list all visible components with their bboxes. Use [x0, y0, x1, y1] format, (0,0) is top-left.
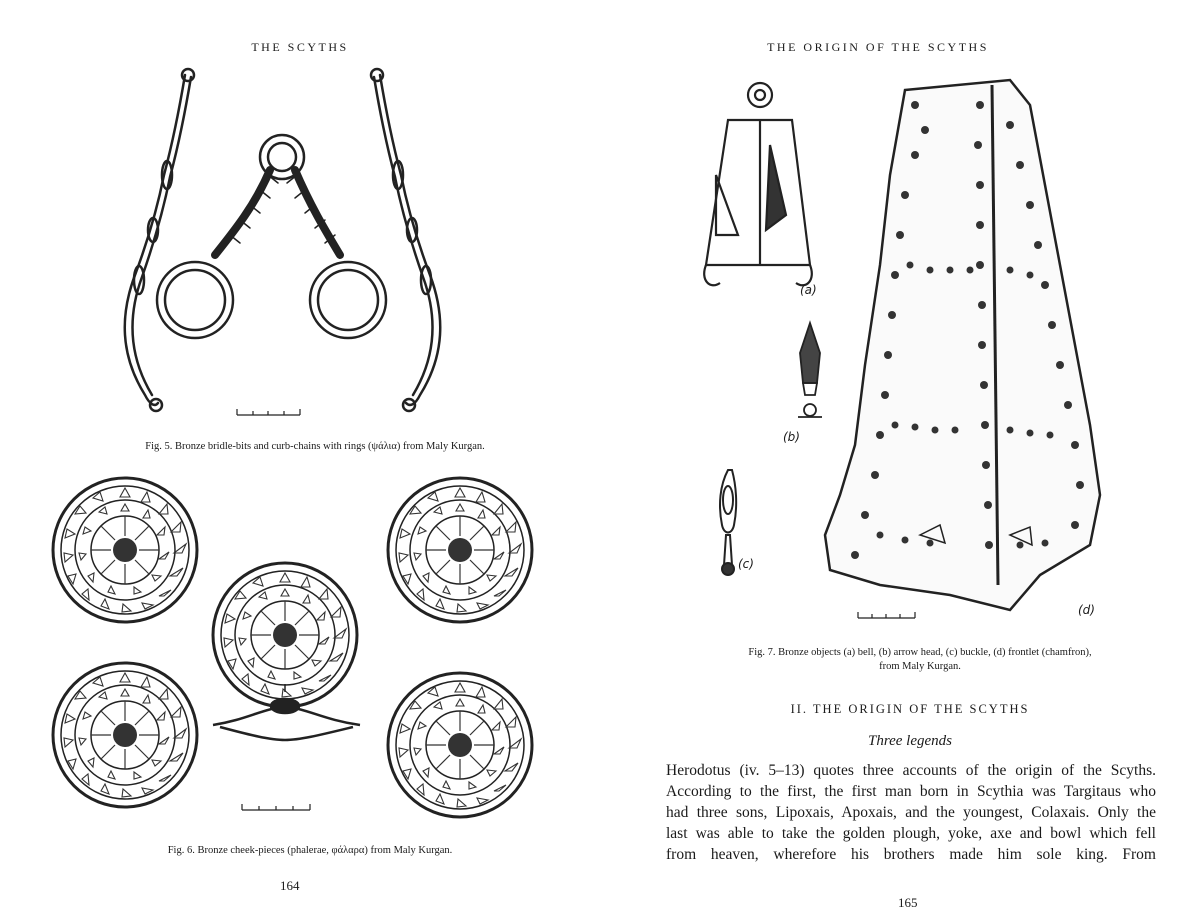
fig6-illustration — [45, 470, 565, 840]
body-line: from heaven, wherefore his brothers made him sole king. From — [666, 846, 1156, 863]
buckle-c — [720, 470, 736, 575]
fig7-label-c: (c) — [738, 557, 754, 571]
body-line: had three sons, Lipoxais, Apoxais, and the youngest, Colaxais. Only the — [666, 804, 1156, 821]
phalera-top-left — [53, 478, 197, 622]
fig7-illustration — [680, 65, 1180, 625]
right-ring — [310, 262, 386, 338]
subheading: Three legends — [867, 733, 952, 749]
running-head-right: THE ORIGIN OF THE SCYTHS — [767, 40, 989, 54]
phalera-top-right — [388, 478, 532, 622]
body-line: According to the first, the first man born in Scythia was Targitaus who — [666, 783, 1156, 800]
fig7-label-b: (b) — [783, 430, 800, 444]
phalera-bottom-left — [53, 663, 197, 807]
fig6-scale-bar — [242, 804, 310, 810]
right-page — [600, 0, 1200, 921]
fig7-caption-line1: Fig. 7. Bronze objects (a) bell, (b) arrow head, (c) buckle, (d) frontlet (chamfron), — [748, 647, 1092, 658]
frontlet-d — [825, 80, 1100, 610]
fig7-scale-bar — [858, 612, 915, 618]
bell-a — [704, 83, 812, 285]
fig7-caption-line2: from Maly Kurgan. — [879, 661, 961, 672]
fig7-label-a: (a) — [800, 283, 817, 297]
phalera-bottom-right — [388, 673, 532, 817]
page-number-left: 164 — [280, 878, 300, 893]
running-head-left: THE SCYTHS — [251, 40, 349, 54]
arrowhead-b — [798, 323, 822, 417]
fig5-scale-bar — [237, 409, 300, 415]
fig6-caption: Fig. 6. Bronze cheek-pieces (phalerae, φάλαρα) from Maly Kurgan. — [167, 845, 453, 856]
body-paragraph — [666, 760, 1156, 865]
fig7-label-d: (d) — [1078, 603, 1095, 617]
body-line: last was able to take the golden plough, yoke, axe and bowl which fell — [666, 825, 1156, 842]
fig5-illustration — [90, 65, 510, 425]
fig5-caption: Fig. 5. Bronze bridle-bits and curb-chains with rings (ψάλια) from Maly Kurgan. — [145, 441, 485, 452]
section-heading: II. THE ORIGIN OF THE SCYTHS — [790, 702, 1030, 716]
left-ring — [157, 262, 233, 338]
page-number-right: 165 — [898, 895, 918, 910]
body-line: Herodotus (iv. 5–13) quotes three accounts of the origin of the Scyths. — [666, 762, 1156, 779]
